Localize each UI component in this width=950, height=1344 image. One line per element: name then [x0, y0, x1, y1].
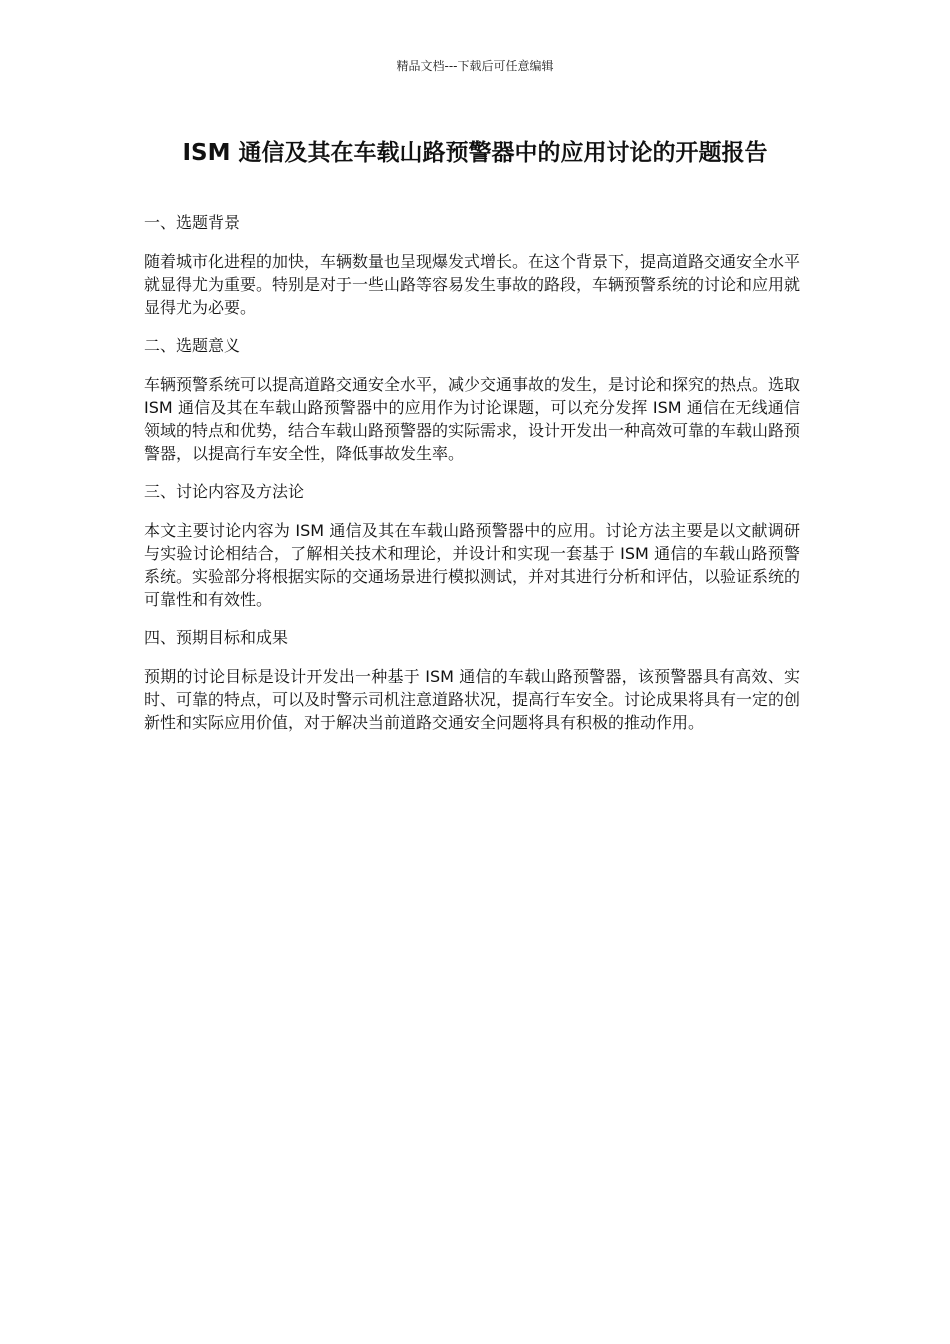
section-paragraph: 车辆预警系统可以提高道路交通安全水平，减少交通事故的发生，是讨论和探究的热点。选取 ISM 通信及其在车载山路预警器中的应用作为讨论课题，可以充分发挥 ISM 通信在无线通信领域的特点和优势，结合车载山路预警器的实际需求，设计开发出一种高效可靠的车载山路预警器，以提高行车安全性，降低事故发生率。: [144, 375, 801, 463]
section-paragraph: 本文主要讨论内容为 ISM 通信及其在车载山路预警器中的应用。讨论方法主要是以文献调研与实验讨论相结合，了解相关技术和理论，并设计和实现一套基于 ISM 通信的车载山路预警系统。实验部分将根据实际的交通场景进行模拟测试，并对其进行分析和评估，以验证系统的可靠性和有效性。: [144, 521, 801, 609]
document-content: [144, 212, 800, 750]
document-title: ISM 通信及其在车载山路预警器中的应用讨论的开题报告: [182, 140, 768, 166]
section-goals: [144, 627, 800, 734]
section-heading: 二、选题意义: [144, 336, 241, 355]
section-background: [144, 212, 800, 319]
section-methodology: [144, 481, 800, 611]
section-heading: 三、讨论内容及方法论: [144, 482, 305, 501]
section-significance: [144, 335, 800, 465]
section-heading: 一、选题背景: [144, 213, 241, 232]
header-note: 精品文档---下载后可任意编辑: [396, 59, 554, 73]
section-paragraph: 预期的讨论目标是设计开发出一种基于 ISM 通信的车载山路预警器，该预警器具有高效、实时、可靠的特点，可以及时警示司机注意道路状况，提高行车安全。讨论成果将具有一定的创新性和实际应用价值，对于解决当前道路交通安全问题将具有积极的推动作用。: [144, 667, 801, 732]
section-heading: 四、预期目标和成果: [144, 628, 289, 647]
section-paragraph: 随着城市化进程的加快，车辆数量也呈现爆发式增长。在这个背景下，提高道路交通安全水平就显得尤为重要。特别是对于一些山路等容易发生事故的路段，车辆预警系统的讨论和应用就显得尤为必要。: [144, 252, 801, 317]
